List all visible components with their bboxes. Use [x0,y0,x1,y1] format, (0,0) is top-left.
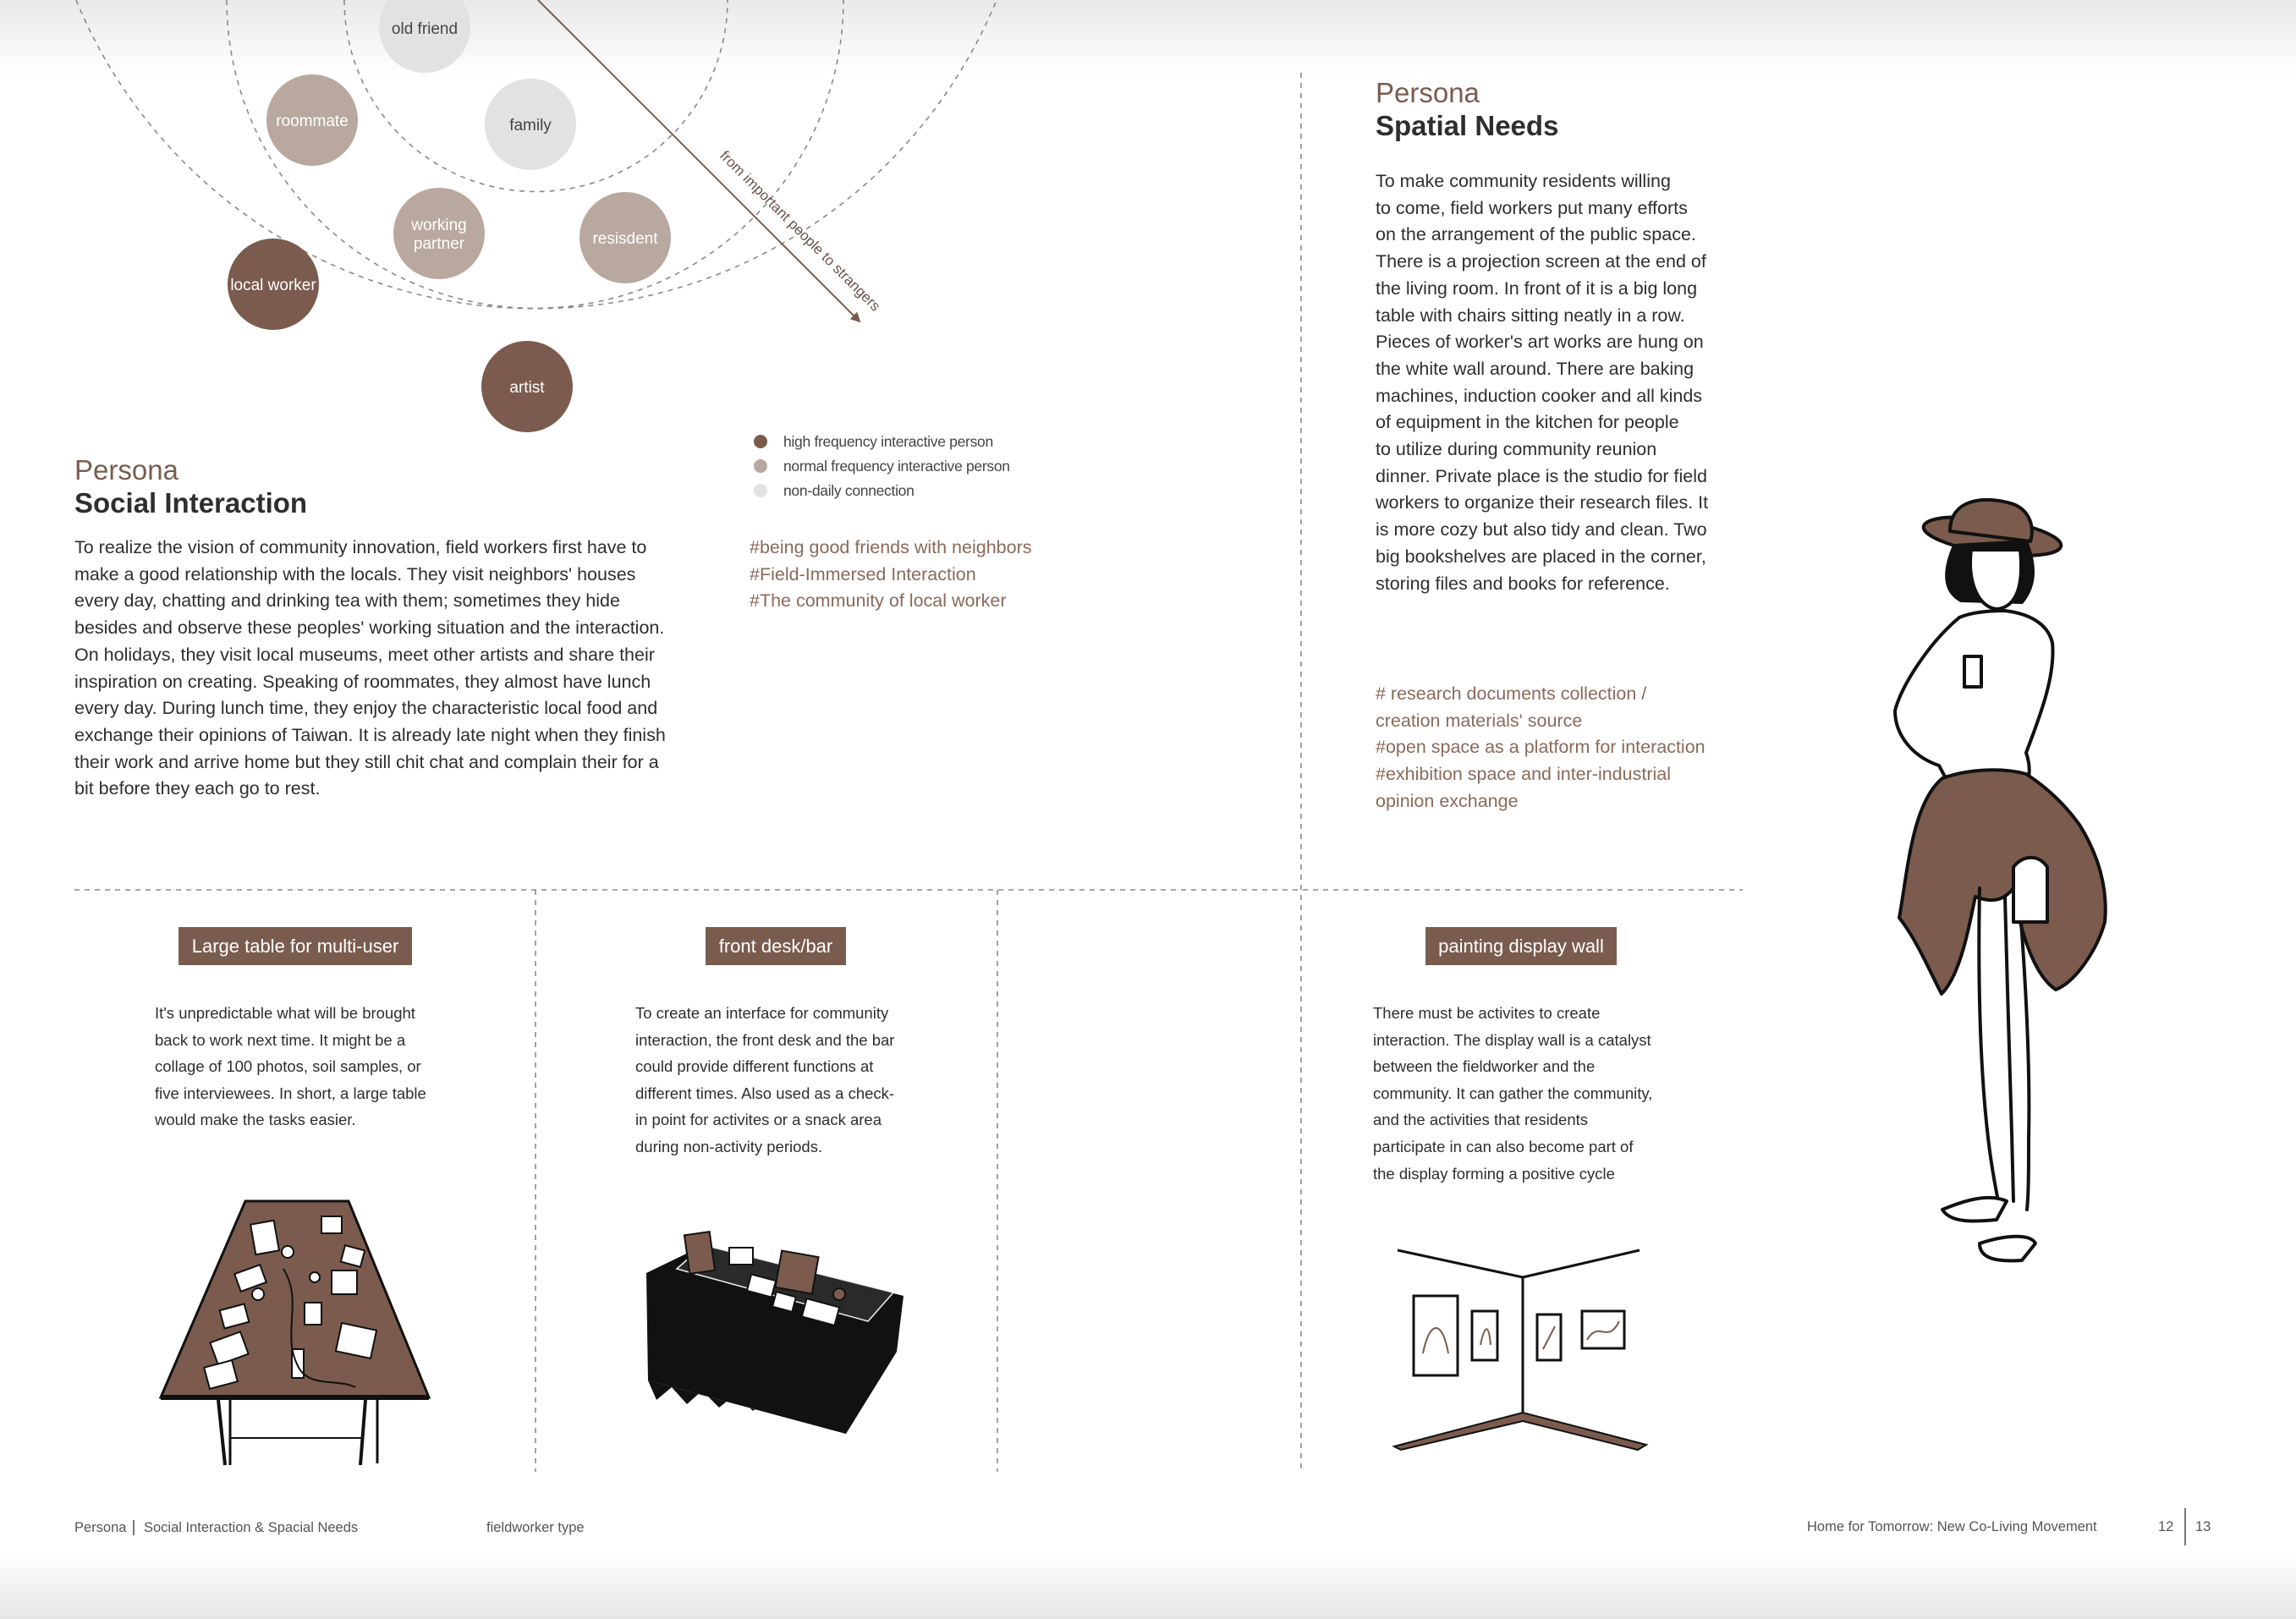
footer-type: fieldworker type [486,1520,585,1535]
display-wall-illustration [1394,1250,1646,1450]
feature-text-front-desk: To create an interface for community interaction, the front desk and the bar could provide different functions at different times. Also used as a check- in point for activites or a snack area during non-activity periods. [635,1004,895,1155]
legend-dot-normal [754,459,767,473]
node-label-local-worker: local worker [230,277,316,294]
feature-text-display-wall: There must be activites to create interaction. The display wall is a catalyst between the fieldworker and the community. It can gather the community, and the activities that residents participate in can also become part of the display forming a positive cycle [1373,1004,1653,1183]
spatial-subtitle: Persona [1376,77,1480,108]
legend-label-normal: normal frequency interactive person [783,458,1010,475]
page-number-left: 12 [2158,1519,2174,1534]
legend-dot-non-daily [754,484,767,497]
node-label-old-friend: old friend [391,20,459,38]
node-old-friend [379,0,470,73]
spatial-body: To make community residents willing to come, field workers put many efforts on the arrangement of the public space. There is a projection screen at the end of the living room. In front of it is a big long table with chairs sitting neatly in a row. Pieces of worker's art works are hung on the white wall around. There are baking machines, induction cooker and all kinds of equipment in the kitchen for people to utilize during community reunion dinner. Private place is the studio for field workers to organize their research files. It is more cozy but also tidy and clean. Two big bookshelves are placed in the corner, storing files and books for reference. [1376,171,1709,594]
large-table-illustration [161,1201,429,1465]
node-local-worker [228,239,319,330]
node-label-roommate: roommate [276,113,349,130]
footer-divider-left [133,1520,135,1535]
spatial-tags: # research documents collection / creation materials' source #open space as a platform for interaction #exhibition space and inter-industrial opinion exchange [1376,683,1706,811]
node-roommate [266,74,358,166]
node-family [485,79,576,170]
feature-label-front-desk: front desk/bar [706,927,846,965]
node-label-partner: partner [413,235,465,253]
arrow-label: from important people to strangers [717,147,884,315]
node-artist [481,341,573,432]
node-label-working: working [411,217,467,234]
footer-book-title: Home for Tomorrow: New Co-Living Movement [1807,1519,2097,1534]
node-label-family: family [509,117,552,134]
legend-label-non-daily: non-daily connection [783,482,915,499]
front-desk-illustration [646,1232,904,1434]
page-number-divider [2184,1508,2186,1545]
feature-text-large-table: It's unpredictable what will be brought back to work next time. It might be a collage of 100 photos, soil samples, or five interviewees. In short, a large table would make the tasks easier. [155,1004,426,1129]
social-title: Social Interaction [74,487,308,519]
social-tags: #being good friends with neighbors #Field-Immersed Interaction #The community of local worker [750,537,1032,612]
footer-subsection: Social Interaction & Spacial Needs [144,1520,359,1535]
social-body: To realize the vision of community innovation, field workers first have to make a good relationship with the locals. They visit neighbors' houses every day, chatting and drinking tea with them; sometimes they hide besides and observe these peoples' working situation and the interaction. On holidays, they visit local museums, meet other artists and share their inspiration on creating. Speaking of roommates, they almost have lunch every day. During lunch time, they enjoy the characteristic local food and exchange their opinions of Taiwan. It is already late night when they finish their work and arrive home but they still chit chat and complain their for a bit before they each go to rest. [74,537,666,799]
node-label-resident: resisdent [592,230,658,248]
persona-figure-illustration [1895,500,2106,1261]
spatial-title: Spatial Needs [1376,110,1559,141]
node-label-artist: artist [509,379,545,397]
page-number-right: 13 [2195,1519,2211,1534]
social-subtitle: Persona [74,454,179,486]
legend-label-high: high frequency interactive person [783,433,993,450]
node-working-partner [393,188,485,279]
importance-arrow [538,0,860,321]
legend-dot-high [754,435,767,448]
footer-section: Persona [74,1520,127,1535]
feature-label-display-wall: painting display wall [1425,927,1617,965]
persona-nodes [228,0,671,432]
feature-label-large-table: Large table for multi-user [179,927,412,965]
node-resident [579,192,671,283]
